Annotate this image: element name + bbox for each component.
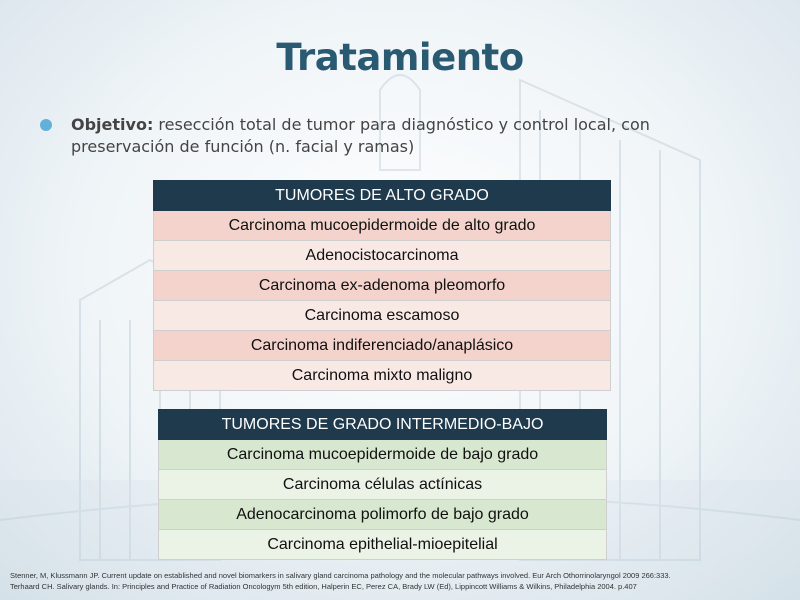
table-row: Carcinoma indiferenciado/anaplásico <box>154 331 611 361</box>
intermediate-low-grade-table <box>158 409 607 560</box>
objective-label: Objetivo: <box>71 115 154 134</box>
table-row: Carcinoma mucoepidermoide de bajo grado <box>159 440 607 470</box>
table-row: Carcinoma mixto maligno <box>154 361 611 391</box>
table-row: Carcinoma células actínicas <box>159 470 607 500</box>
table-row: Carcinoma escamoso <box>154 301 611 331</box>
objective-description: resección total de tumor para diagnóstico y control local, con preservación de función (n. facial y ramas) <box>71 115 650 156</box>
slide-title: Tratamiento <box>276 36 524 79</box>
table-row: Carcinoma mucoepidermoide de alto grado <box>154 211 611 241</box>
table-row: Adenocistocarcinoma <box>154 241 611 271</box>
table-row: Carcinoma ex-adenoma pleomorfo <box>154 271 611 301</box>
bullet-dot-icon <box>40 119 52 131</box>
table-header: TUMORES DE GRADO INTERMEDIO-BAJO <box>159 410 607 440</box>
table-row: Carcinoma epithelial-mioepitelial <box>159 530 607 560</box>
table-row: Adenocarcinoma polimorfo de bajo grado <box>159 500 607 530</box>
reference-item: Terhaard CH. Salivary glands. In: Principles and Practice of Radiation Oncologym 5th edition, Halperin EC, Perez CA, Brady LW (Ed), Lippincott Williams & Wilkins, Philadelphia 2004. p.407 <box>10 582 637 591</box>
reference-item: Stenner, M, Klussmann JP. Current update on established and novel biomarkers in salivary gland carcinoma pathology and the molecular pathways involved. Eur Arch Othorrinolaryngol 2009 266:333. <box>10 571 671 580</box>
references <box>10 570 790 592</box>
table-header: TUMORES DE ALTO GRADO <box>154 181 611 211</box>
objective-text <box>71 114 731 158</box>
high-grade-table <box>153 180 611 391</box>
